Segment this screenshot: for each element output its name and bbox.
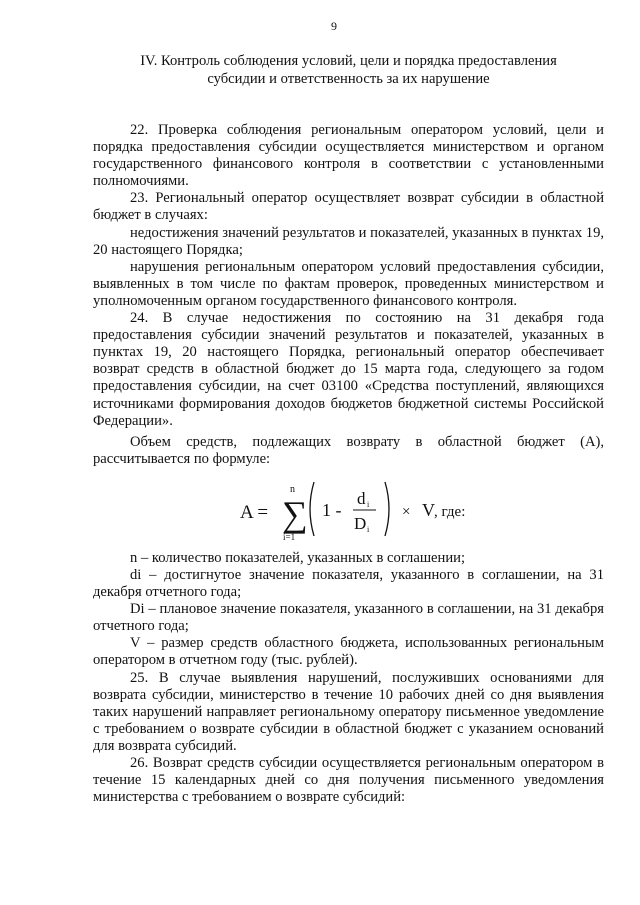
formula-tail: , где: — [434, 503, 466, 520]
paragraph-23-case-b: нарушения региональным оператором условий предоставления субсидии, выявленных в том числе по фактам проверок, проведенных министерством и уполномоченным органом государственного финансового контроля. — [93, 258, 604, 309]
paragraph-23-case-a: недостижения значений результатов и показателей, указанных в пунктах 19, 20 настоящего Порядка; — [93, 224, 605, 258]
formula-left-paren — [310, 482, 314, 536]
definition-Di: Di – плановое значение показателя, указанного в соглашении, на 31 декабря отчетного года; — [93, 601, 604, 635]
formula-denominator: D — [354, 513, 367, 533]
paragraph-25: 25. В случае выявления нарушений, послуживших основаниями для возврата субсидии, министерство в течение 10 рабочих дней со дня выявления таких нарушений направляет региональному оператору письменное уведомление с требованием о возврате субсидии в областной бюджет с указанием оснований для возврата субсидий. — [93, 669, 604, 754]
document-body — [93, 122, 604, 806]
section-heading — [93, 52, 604, 88]
return-formula — [238, 476, 528, 542]
paragraph-22: 22. Проверка соблюдения региональным оператором условий, цели и порядка предоставления субсидии осуществляется министерством и органом государственного финансового контроля в соответствии с установленными полномочиями. — [93, 122, 604, 190]
formula-sum-lower: i=1 — [283, 531, 296, 542]
formula-block — [93, 468, 604, 550]
formula-numerator: d — [357, 488, 366, 508]
paragraph-23: 23. Региональный оператор осуществляет возврат субсидии в областной бюджет в случаях: — [93, 190, 604, 224]
definition-di: di – достигнутое значение показателя, указанного в соглашении, на 31 декабря отчетного года; — [93, 566, 604, 601]
formula-right-paren — [385, 482, 389, 536]
formula-one-minus: 1 - — [322, 499, 342, 520]
formula-numerator-sub: i — [367, 499, 370, 509]
page-number: 9 — [331, 19, 337, 33]
heading-line-2: субсидии и ответственность за их нарушение — [207, 71, 490, 87]
paragraph-26: 26. Возврат средств субсидии осуществляется региональным оператором в течение 15 календарных дней со дня получения письменного уведомления министерства с требованием о возврате субсидий: — [93, 755, 604, 806]
formula-denominator-sub: i — [367, 524, 370, 534]
formula-sum-sign: ∑ — [282, 493, 308, 534]
definition-V: V – размер средств областного бюджета, использованных региональным оператором в отчетном году (тыс. рублей). — [93, 635, 604, 669]
formula-v: V — [422, 499, 435, 520]
paragraph-24-formula-intro: Объем средств, подлежащих возврату в областной бюджет (А), рассчитывается по формуле: — [93, 433, 604, 467]
formula-lhs: A = — [240, 501, 269, 523]
definition-n: n – количество показателей, указанных в соглашении; — [130, 549, 466, 566]
formula-times: × — [402, 503, 411, 520]
heading-line-1: IV. Контроль соблюдения условий, цели и порядка предоставления — [140, 53, 557, 69]
paragraph-24: 24. В случае недостижения по состоянию на 31 декабря года предоставления субсидии значений результатов и показателей, указанных в пунктах 19, 20 настоящего Порядка, региональный оператор обеспечивает возврат средств в областной бюджет до 15 марта года, следующего за годом предоставления субсидии, на счет 03100 «Средства поступлений, являющихся источниками формирования доходов бюджетов бюджетной системы Российской Федерации». — [93, 310, 604, 429]
formula-sum-upper: n — [290, 483, 295, 495]
